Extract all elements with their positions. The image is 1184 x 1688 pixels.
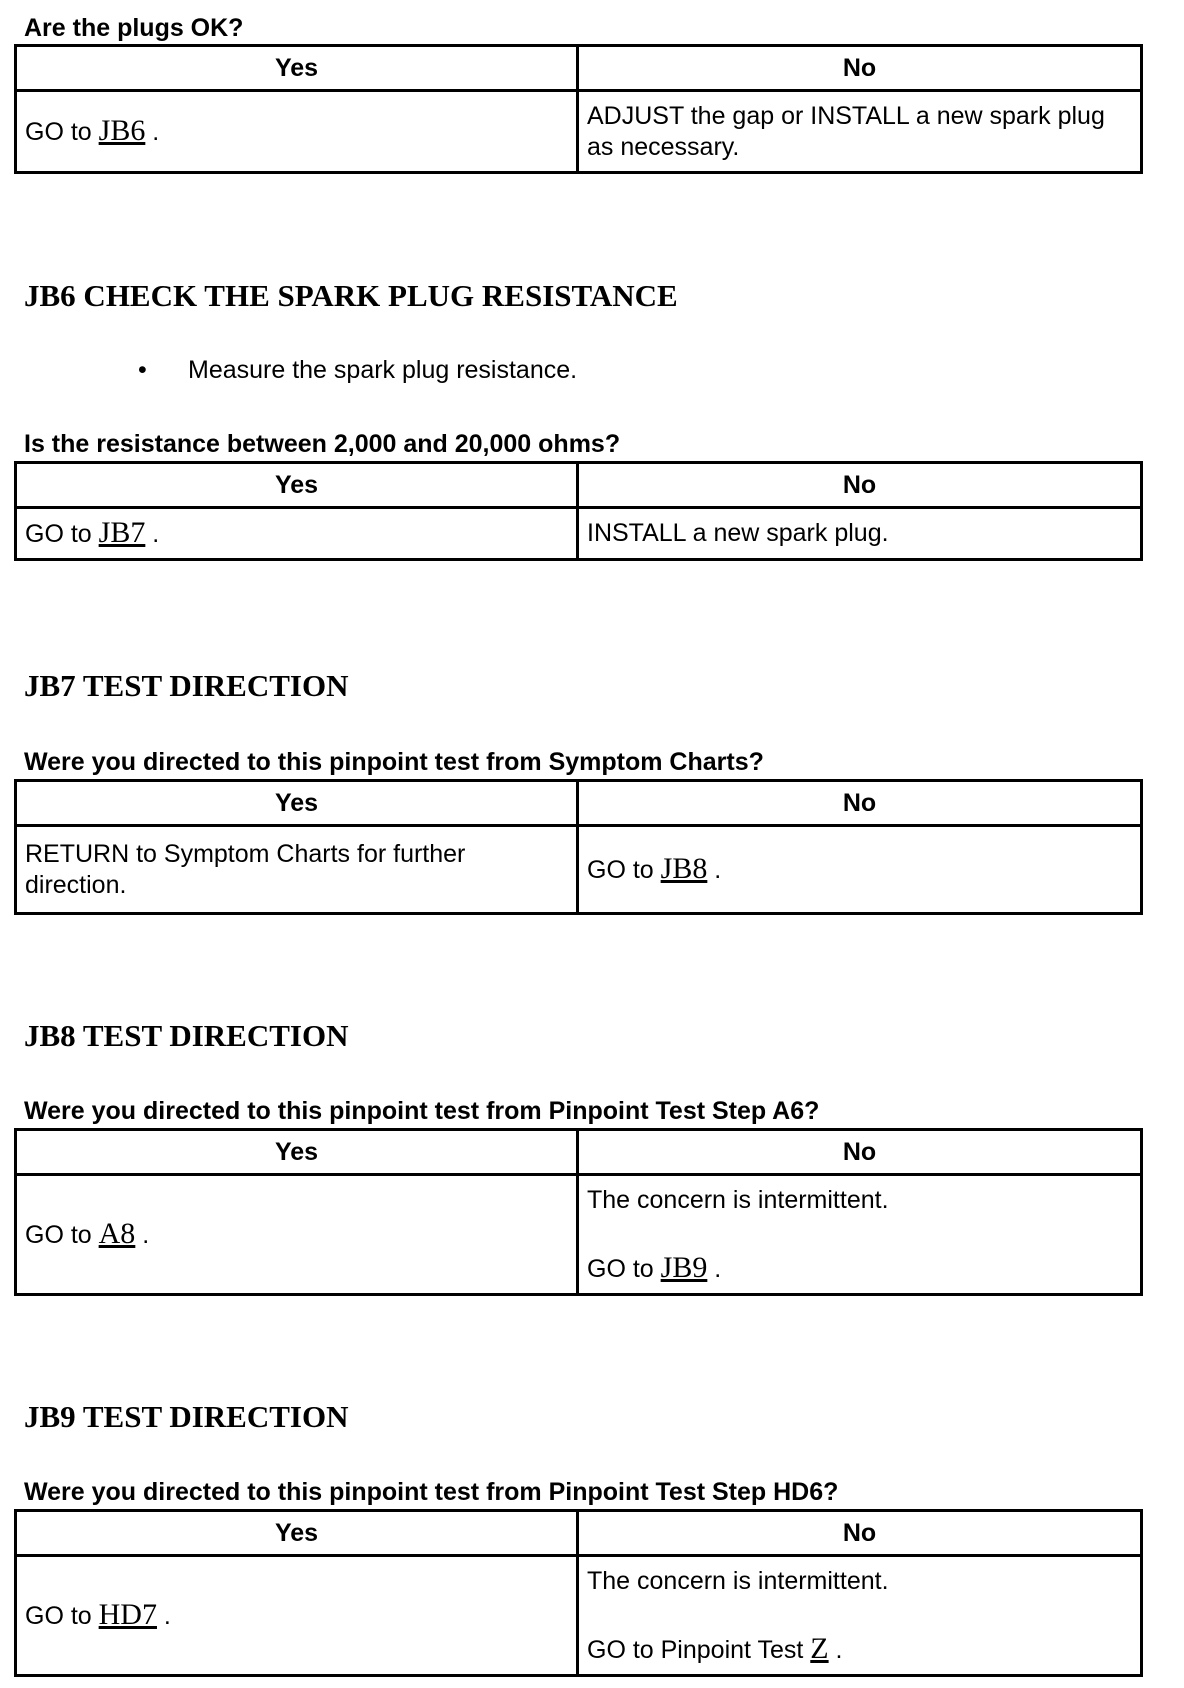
no-cell (578, 91, 1142, 173)
no-suffix: . (828, 1635, 843, 1664)
no-header: No (578, 46, 1142, 91)
question-step-a6: Were you directed to this pinpoint test from Pinpoint Test Step A6? (24, 1097, 820, 1125)
table-row (16, 508, 1142, 560)
no-goto-text: GO to Pinpoint Test (587, 1635, 811, 1664)
yes-cell (16, 508, 578, 560)
no-header: No (578, 463, 1142, 508)
question-plugs-ok: Are the plugs OK? (24, 14, 244, 42)
yes-cell (16, 91, 578, 173)
table-header-row (16, 781, 1142, 826)
yes-cell (16, 1175, 578, 1295)
link-z[interactable]: Z (810, 1631, 829, 1665)
no-goto-text: GO to (587, 1254, 661, 1283)
table-header-row (16, 463, 1142, 508)
yes-suffix: . (156, 1602, 171, 1630)
link-hd7[interactable]: HD7 (98, 1598, 157, 1631)
yes-header: Yes (16, 781, 578, 826)
table-row (16, 826, 1142, 914)
yes-cell (16, 826, 578, 914)
yes-text: GO to (25, 118, 99, 146)
table-header-row (16, 1130, 1142, 1175)
bullet-item (138, 356, 577, 385)
link-jb8[interactable]: JB8 (660, 852, 708, 885)
no-text: GO to (587, 856, 661, 884)
table-row (16, 1175, 1142, 1295)
no-goto (587, 1252, 1132, 1285)
no-header: No (578, 781, 1142, 826)
link-a8[interactable]: A8 (98, 1217, 136, 1250)
yes-text: GO to (25, 1602, 99, 1630)
table-header-row (16, 46, 1142, 91)
table-row (16, 91, 1142, 173)
yes-suffix: . (145, 118, 160, 146)
question-step-hd6: Were you directed to this pinpoint test from Pinpoint Test Step HD6? (24, 1478, 839, 1506)
no-cell (578, 508, 1142, 560)
no-suffix: . (707, 856, 722, 884)
no-text: The concern is intermittent. (587, 1566, 889, 1595)
bullet-text: Measure the spark plug resistance. (188, 356, 578, 384)
yes-cell (16, 1556, 578, 1676)
yes-text: GO to (25, 520, 99, 548)
heading-jb6: JB6 CHECK THE SPARK PLUG RESISTANCE (24, 278, 678, 313)
no-goto (587, 1633, 1132, 1666)
heading-jb9: JB9 TEST DIRECTION (24, 1399, 349, 1434)
link-jb9[interactable]: JB9 (660, 1250, 708, 1284)
yes-header: Yes (16, 1511, 578, 1556)
no-text: INSTALL a new spark plug. (587, 519, 889, 547)
no-suffix: . (707, 1254, 722, 1283)
yes-suffix: . (135, 1221, 150, 1249)
answer-table-jb9 (14, 1509, 1143, 1677)
yes-text: GO to (25, 1221, 99, 1249)
no-cell (578, 826, 1142, 914)
no-text: ADJUST the gap or INSTALL a new spark plug as necessary. (587, 101, 1105, 161)
link-jb6[interactable]: JB6 (98, 114, 146, 147)
no-text: The concern is intermittent. (587, 1185, 889, 1214)
no-cell (578, 1175, 1142, 1295)
table-header-row (16, 1511, 1142, 1556)
no-header: No (578, 1130, 1142, 1175)
yes-header: Yes (16, 1130, 578, 1175)
answer-table-plugs (14, 44, 1143, 174)
yes-suffix: . (145, 520, 160, 548)
yes-text: RETURN to Symptom Charts for further direction. (25, 839, 466, 899)
link-jb7[interactable]: JB7 (98, 516, 146, 549)
no-cell (578, 1556, 1142, 1676)
yes-header: Yes (16, 46, 578, 91)
table-row (16, 1556, 1142, 1676)
question-symptom-charts: Were you directed to this pinpoint test from Symptom Charts? (24, 748, 764, 776)
answer-table-jb8 (14, 1128, 1143, 1296)
answer-table-jb6 (14, 461, 1143, 561)
heading-jb8: JB8 TEST DIRECTION (24, 1018, 349, 1053)
no-header: No (578, 1511, 1142, 1556)
answer-table-jb7 (14, 779, 1143, 915)
heading-jb7: JB7 TEST DIRECTION (24, 668, 349, 703)
bullet-icon: • (138, 356, 147, 384)
yes-header: Yes (16, 463, 578, 508)
question-resistance: Is the resistance between 2,000 and 20,000 ohms? (24, 430, 621, 458)
